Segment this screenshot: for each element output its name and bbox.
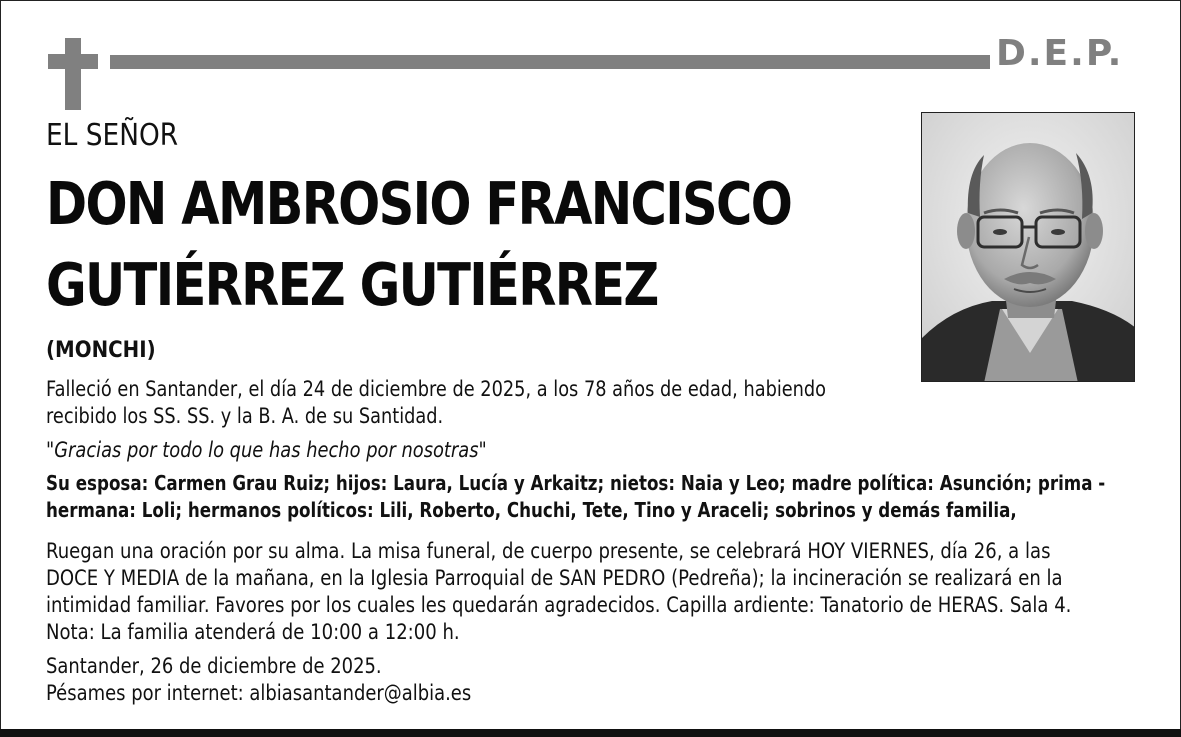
dep-label: D.E.P. [996,33,1124,74]
funeral-line: DOCE Y MEDIA de la mañana, en la Iglesia Parroquial de SAN PEDRO (Pedreña); la incineración se realizará en la [46,566,1063,590]
cross-icon [48,38,98,110]
condolences-email: Pésames por internet: albiasantander@albia.es [46,681,472,705]
family-line: Su esposa: Carmen Grau Ruiz; hijos: Laura, Lucía y Arkaitz; nietos: Naia y Leo; madre política: Asunción; prima - [46,471,1106,495]
bottom-border [0,729,1181,737]
deceased-name-line2: GUTIÉRREZ GUTIÉRREZ [46,250,658,319]
family-line: hermana: Loli; hermanos políticos: Lili, Roberto, Chuchi, Tete, Tino y Araceli; sobrinos y demás familia, [46,498,1017,522]
family-paragraph [46,470,1105,524]
deceased-name-line1: DON AMBROSIO FRANCISCO [46,169,792,238]
funeral-line: Nota: La familia atenderá de 10:00 a 12:00 h. [46,620,460,644]
memorial-quote: "Gracias por todo lo que has hecho por nosotras" [46,438,487,462]
funeral-line: intimidad familiar. Favores por los cuales les quedarán agradecidos. Capilla ardiente: Tanatorio de HERAS. Sala 4. [46,593,1072,617]
death-notice-line: recibido los SS. SS. y la B. A. de su Santidad. [46,404,444,428]
honorific: EL SEÑOR [46,118,179,153]
death-notice-paragraph [46,376,826,430]
funeral-line: Ruegan una oración por su alma. La misa funeral, de cuerpo presente, se celebrará HOY VIERNES, día 26, a las [46,539,1051,563]
deceased-nickname: (MONCHI) [46,338,156,363]
deceased-photo [921,112,1135,382]
header-rule [110,55,990,69]
place-date: Santander, 26 de diciembre de 2025. [46,654,382,678]
funeral-mass-paragraph [46,538,1071,646]
death-notice-line: Falleció en Santander, el día 24 de diciembre de 2025, a los 78 años de edad, habiendo [46,377,827,401]
closing-paragraph [46,653,471,707]
